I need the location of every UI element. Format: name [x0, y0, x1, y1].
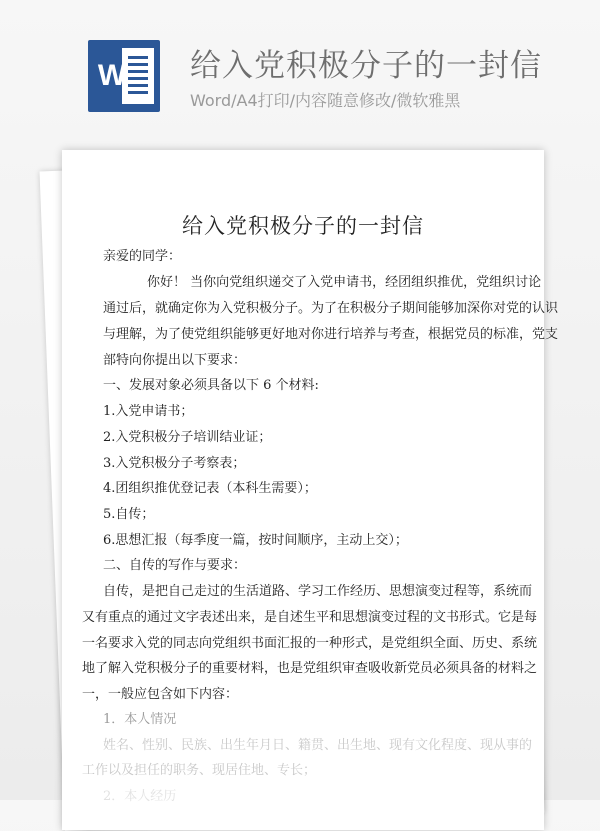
list-item: 1.入党申请书； [103, 404, 194, 419]
page-subtitle: Word/A4打印/内容随意修改/微软雅黑 [190, 91, 461, 110]
subheading: 1．本人情况 [103, 712, 177, 727]
word-icon [88, 40, 160, 112]
list-item: 6.思想汇报（每季度一篇，按时间顺序，主动上交）； [103, 533, 408, 548]
list-item: 2.入党积极分子培训结业证； [103, 430, 272, 445]
paragraph-line: 部特向你提出以下要求： [103, 353, 247, 368]
header [0, 0, 600, 140]
paragraph-line: 与理解，为了使党组织能够更好地对你进行培养与考查，根据党员的标准，党支 [103, 327, 559, 342]
section-heading: 一、发展对象必须具备以下 6 个材料: [103, 378, 319, 393]
list-item: 4.团组织推优登记表（本科生需要）； [103, 481, 317, 496]
paragraph-line: 又有重点的通过文字表述出来，是自述生平和思想演变过程的文书形式。它是每 [82, 610, 538, 625]
word-letter: W [97, 59, 127, 92]
page-title: 给入党积极分子的一封信 [190, 48, 542, 84]
list-item: 3.入党积极分子考察表； [103, 456, 246, 471]
greeting: 亲爱的同学： [103, 249, 182, 264]
paragraph-line: 工作以及担任的职务、现居住地、专长； [82, 763, 317, 778]
paragraph-line: 姓名、性别、民族、出生年月日、籍贯、出生地、现有文化程度、现从事的 [103, 738, 533, 753]
section-heading: 二、自传的写作与要求： [103, 558, 247, 573]
subheading: 2．本人经历 [103, 789, 177, 804]
paragraph-line: 一，一般应包含如下内容： [82, 687, 239, 702]
paragraph-line: 通过后，就确定你为入党积极分子。为了在积极分子期间能够加深你对党的认识 [103, 301, 559, 316]
document-page [62, 150, 559, 830]
paragraph-line: 地了解入党积极分子的重要材料，也是党组织审查吸收新党员必须具备的材料之 [82, 661, 538, 676]
paragraph-line: 自传，是把自己走过的生活道路、学习工作经历、思想演变过程等，系统而 [103, 584, 533, 599]
document-title: 给入党积极分子的一封信 [182, 214, 424, 238]
list-item: 5.自传； [103, 507, 155, 522]
paragraph-line: 一名要求入党的同志向党组织书面汇报的一种形式，是党组织全面、历史、系统 [82, 636, 538, 651]
paragraph-line: 你好！ 当你向党组织递交了入党申请书，经团组织推优，党组织讨论 [147, 275, 542, 290]
